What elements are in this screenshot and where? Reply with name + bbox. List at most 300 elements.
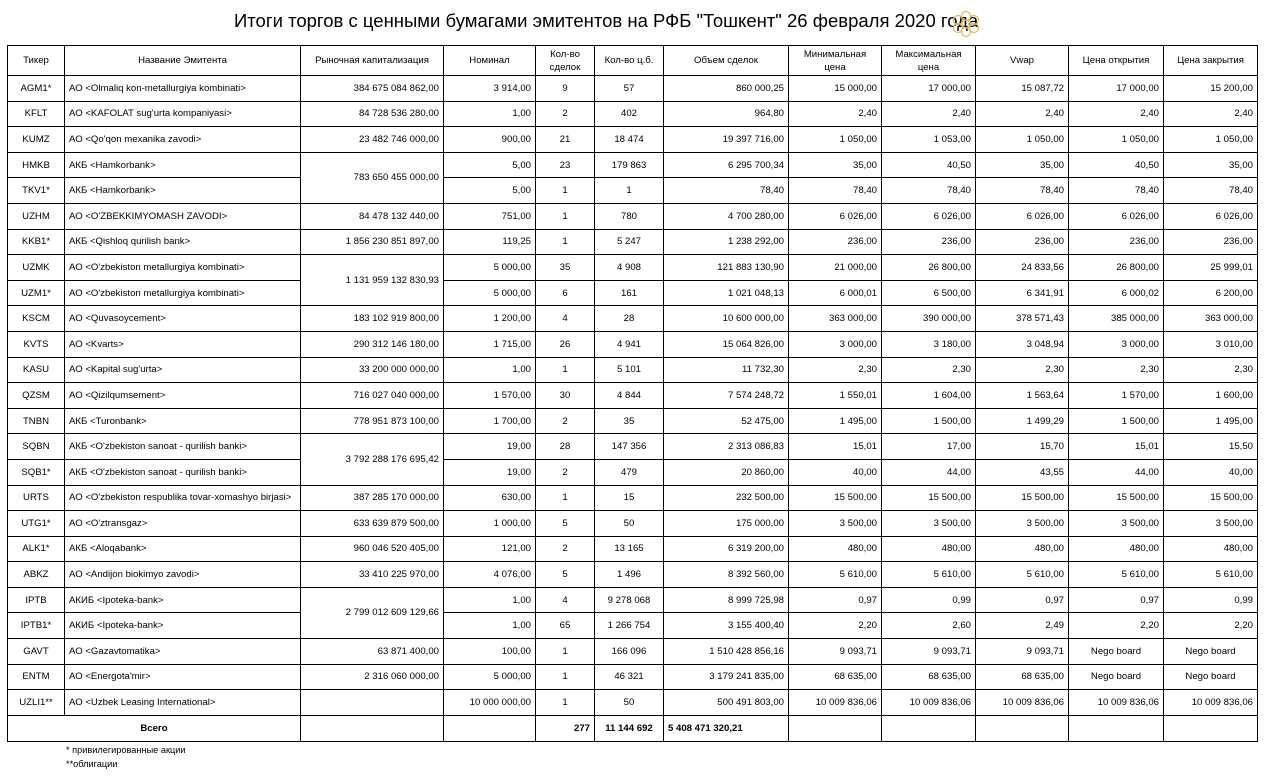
- cell-nominal: 630,00: [444, 485, 536, 511]
- cell-quantity: 28: [595, 306, 664, 332]
- cell-vwap: 15,70: [976, 434, 1069, 460]
- cell-market-cap: 84 728 536 280,00: [301, 101, 444, 127]
- cell-market-cap: 290 312 146 180,00: [301, 331, 444, 357]
- cell-issuer: АКИБ <Ipoteka-bank>: [65, 613, 301, 639]
- cell-nominal: 119,25: [444, 229, 536, 255]
- cell-quantity: 147 356: [595, 434, 664, 460]
- total-vwap: [976, 715, 1069, 741]
- cell-max-price: 1 500,00: [882, 408, 976, 434]
- total-nominal: [444, 715, 536, 741]
- cell-max-price: 17 000,00: [882, 76, 976, 102]
- cell-deals: 28: [536, 434, 595, 460]
- cell-market-cap: 183 102 919 800,00: [301, 306, 444, 332]
- cell-max-price: 1 604,00: [882, 383, 976, 409]
- cell-min-price: 6 026,00: [789, 203, 882, 229]
- cell-ticker: ABKZ: [8, 562, 65, 588]
- table-row: [8, 613, 1258, 639]
- cell-close-price: 40,00: [1164, 459, 1258, 485]
- cell-close-price: 15 500,00: [1164, 485, 1258, 511]
- cell-issuer: АКБ <Hamkorbank>: [65, 178, 301, 204]
- cell-nominal: 5 000,00: [444, 255, 536, 281]
- cell-ticker: ALK1*: [8, 536, 65, 562]
- cell-deals: 5: [536, 511, 595, 537]
- cell-open-price: 10 009 836,06: [1069, 690, 1164, 716]
- cell-min-price: 35,00: [789, 152, 882, 178]
- cell-nominal: 100,00: [444, 639, 536, 665]
- cell-quantity: 402: [595, 101, 664, 127]
- cell-max-price: 17,00: [882, 434, 976, 460]
- cell-open-price: 15 500,00: [1069, 485, 1164, 511]
- cell-nominal: 1 200,00: [444, 306, 536, 332]
- cell-volume: 2 313 086,83: [664, 434, 789, 460]
- cell-close-price: 15,50: [1164, 434, 1258, 460]
- col-header-quantity: Кол-во ц.б.: [595, 46, 664, 76]
- cell-market-cap: 3 792 288 176 695,42: [301, 434, 444, 485]
- table-row: [8, 690, 1258, 716]
- cell-quantity: 50: [595, 690, 664, 716]
- cell-max-price: 6 500,00: [882, 280, 976, 306]
- table-row: [8, 280, 1258, 306]
- cell-vwap: 9 093,71: [976, 639, 1069, 665]
- page-title: Итоги торгов с ценными бумагами эмитентов на РФБ "Тошкент" 26 февраля 2020 года: [234, 10, 979, 31]
- cell-issuer: АО <Qo'qon mexanika zavodi>: [65, 127, 301, 153]
- cell-deals: 2: [536, 459, 595, 485]
- cell-nominal: 19,00: [444, 459, 536, 485]
- cell-quantity: 9 278 068: [595, 587, 664, 613]
- cell-quantity: 479: [595, 459, 664, 485]
- table-row: [8, 203, 1258, 229]
- cell-vwap: 6 341,91: [976, 280, 1069, 306]
- cell-open-price: 2,30: [1069, 357, 1164, 383]
- cell-nominal: 1 700,00: [444, 408, 536, 434]
- cell-open-price: 3 500,00: [1069, 511, 1164, 537]
- cell-volume: 121 883 130,90: [664, 255, 789, 281]
- cell-nominal: 5 000,00: [444, 280, 536, 306]
- cell-open-price: 1 500,00: [1069, 408, 1164, 434]
- cell-issuer: АО <O'ZBEKKIMYOMASH ZAVODI>: [65, 203, 301, 229]
- cell-ticker: IPTB: [8, 587, 65, 613]
- col-header-nominal: Номинал: [444, 46, 536, 76]
- cell-nominal: 751,00: [444, 203, 536, 229]
- cell-nominal: 5,00: [444, 152, 536, 178]
- cell-vwap: 10 009 836,06: [976, 690, 1069, 716]
- cell-min-price: 3 500,00: [789, 511, 882, 537]
- cell-min-price: 3 000,00: [789, 331, 882, 357]
- col-header-volume: Объем сделок: [664, 46, 789, 76]
- cell-quantity: 15: [595, 485, 664, 511]
- cell-open-price: 78,40: [1069, 178, 1164, 204]
- table-row: [8, 664, 1258, 690]
- cell-ticker: UZLI1**: [8, 690, 65, 716]
- cell-market-cap: 1 856 230 851 897,00: [301, 229, 444, 255]
- cell-volume: 6 295 700,34: [664, 152, 789, 178]
- cell-volume: 11 732,30: [664, 357, 789, 383]
- cell-ticker: UZMK: [8, 255, 65, 281]
- cell-deals: 9: [536, 76, 595, 102]
- cell-close-price: 3 500,00: [1164, 511, 1258, 537]
- cell-open-price: 6 026,00: [1069, 203, 1164, 229]
- cell-issuer: АО <Uzbek Leasing International>: [65, 690, 301, 716]
- total-label: Всего: [8, 715, 301, 741]
- cell-vwap: 1 563,64: [976, 383, 1069, 409]
- cell-max-price: 6 026,00: [882, 203, 976, 229]
- total-max: [882, 715, 976, 741]
- cell-vwap: 15 087,72: [976, 76, 1069, 102]
- cell-market-cap: 960 046 520 405,00: [301, 536, 444, 562]
- cell-open-price: 5 610,00: [1069, 562, 1164, 588]
- table-row: [8, 485, 1258, 511]
- cell-open-price: 40,50: [1069, 152, 1164, 178]
- cell-close-price: 2,20: [1164, 613, 1258, 639]
- cell-quantity: 1 496: [595, 562, 664, 588]
- col-header-close-price: Цена закрытия: [1164, 46, 1258, 76]
- cell-issuer: АКБ <Turonbank>: [65, 408, 301, 434]
- title-bar: [0, 6, 1271, 40]
- col-header-ticker: Тикер: [8, 46, 65, 76]
- cell-quantity: 13 165: [595, 536, 664, 562]
- cell-market-cap: 633 639 879 500,00: [301, 511, 444, 537]
- cell-open-price: 26 800,00: [1069, 255, 1164, 281]
- cell-volume: 175 000,00: [664, 511, 789, 537]
- cell-deals: 1: [536, 178, 595, 204]
- cell-issuer: АО <KAFOLAT sug'urta kompaniyasi>: [65, 101, 301, 127]
- cell-market-cap: 387 285 170 000,00: [301, 485, 444, 511]
- cell-volume: 860 000,25: [664, 76, 789, 102]
- cell-market-cap: 84 478 132 440,00: [301, 203, 444, 229]
- cell-issuer: АО <O'zbekiston respublika tovar-xomashyo birjasi>: [65, 485, 301, 511]
- cell-open-price: 2,20: [1069, 613, 1164, 639]
- trading-results-table: [7, 45, 1258, 742]
- footnotes: [66, 743, 186, 771]
- cell-open-price: Nego board: [1069, 664, 1164, 690]
- cell-open-price: 3 000,00: [1069, 331, 1164, 357]
- col-header-max-price: Максимальная цена: [882, 46, 976, 76]
- cell-nominal: 121,00: [444, 536, 536, 562]
- cell-deals: 21: [536, 127, 595, 153]
- cell-nominal: 1,00: [444, 587, 536, 613]
- cell-min-price: 78,40: [789, 178, 882, 204]
- cell-min-price: 1 550,01: [789, 383, 882, 409]
- cell-ticker: UTG1*: [8, 511, 65, 537]
- table-row: [8, 511, 1258, 537]
- cell-quantity: 4 941: [595, 331, 664, 357]
- cell-issuer: АКБ <O'zbekiston sanoat - qurilish banki>: [65, 459, 301, 485]
- cell-volume: 6 319 200,00: [664, 536, 789, 562]
- cell-open-price: 1 570,00: [1069, 383, 1164, 409]
- cell-open-price: Nego board: [1069, 639, 1164, 665]
- cell-deals: 26: [536, 331, 595, 357]
- table-row: [8, 434, 1258, 460]
- cell-volume: 3 155 400,40: [664, 613, 789, 639]
- cell-deals: 1: [536, 690, 595, 716]
- cell-quantity: 46 321: [595, 664, 664, 690]
- cell-min-price: 68 635,00: [789, 664, 882, 690]
- cell-nominal: 1,00: [444, 613, 536, 639]
- cell-close-price: 10 009 836,06: [1164, 690, 1258, 716]
- cell-vwap: 480,00: [976, 536, 1069, 562]
- cell-min-price: 15,01: [789, 434, 882, 460]
- cell-max-price: 5 610,00: [882, 562, 976, 588]
- cell-vwap: 1 499,29: [976, 408, 1069, 434]
- cell-ticker: QZSM: [8, 383, 65, 409]
- cell-quantity: 35: [595, 408, 664, 434]
- cell-issuer: АО <Gazavtomatika>: [65, 639, 301, 665]
- cell-open-price: 1 050,00: [1069, 127, 1164, 153]
- cell-issuer: АО <O'zbekiston metallurgiya kombinati>: [65, 255, 301, 281]
- cell-max-price: 0,99: [882, 587, 976, 613]
- cell-nominal: 1 570,00: [444, 383, 536, 409]
- cell-quantity: 179 863: [595, 152, 664, 178]
- cell-vwap: 2,49: [976, 613, 1069, 639]
- cell-min-price: 15 000,00: [789, 76, 882, 102]
- exchange-logo-icon: [947, 8, 985, 40]
- cell-close-price: Nego board: [1164, 639, 1258, 665]
- cell-max-price: 2,30: [882, 357, 976, 383]
- cell-max-price: 78,40: [882, 178, 976, 204]
- col-header-deals: Кол-во сделок: [536, 46, 595, 76]
- col-header-issuer: Название Эмитента: [65, 46, 301, 76]
- table-body: [8, 76, 1258, 716]
- table-header-row: [8, 46, 1258, 76]
- cell-deals: 5: [536, 562, 595, 588]
- cell-max-price: 480,00: [882, 536, 976, 562]
- footnote-bonds: **облигации: [66, 759, 118, 769]
- cell-deals: 1: [536, 639, 595, 665]
- cell-deals: 65: [536, 613, 595, 639]
- cell-deals: 2: [536, 101, 595, 127]
- cell-min-price: 5 610,00: [789, 562, 882, 588]
- cell-ticker: KKB1*: [8, 229, 65, 255]
- cell-max-price: 9 093,71: [882, 639, 976, 665]
- cell-min-price: 480,00: [789, 536, 882, 562]
- cell-quantity: 780: [595, 203, 664, 229]
- cell-quantity: 1: [595, 178, 664, 204]
- table-row: [8, 229, 1258, 255]
- cell-vwap: 78,40: [976, 178, 1069, 204]
- cell-close-price: 1 600,00: [1164, 383, 1258, 409]
- cell-market-cap: [301, 690, 444, 716]
- cell-volume: 20 860,00: [664, 459, 789, 485]
- table-row: [8, 101, 1258, 127]
- cell-market-cap: 783 650 455 000,00: [301, 152, 444, 203]
- cell-min-price: 10 009 836,06: [789, 690, 882, 716]
- table-row: [8, 408, 1258, 434]
- cell-open-price: 17 000,00: [1069, 76, 1164, 102]
- cell-open-price: 0,97: [1069, 587, 1164, 613]
- cell-vwap: 43,55: [976, 459, 1069, 485]
- cell-vwap: 3 048,94: [976, 331, 1069, 357]
- cell-quantity: 166 096: [595, 639, 664, 665]
- cell-nominal: 900,00: [444, 127, 536, 153]
- cell-volume: 964,80: [664, 101, 789, 127]
- cell-max-price: 3 500,00: [882, 511, 976, 537]
- cell-max-price: 2,40: [882, 101, 976, 127]
- cell-market-cap: 33 200 000 000,00: [301, 357, 444, 383]
- cell-ticker: KFLT: [8, 101, 65, 127]
- cell-ticker: HMKB: [8, 152, 65, 178]
- cell-min-price: 0,97: [789, 587, 882, 613]
- cell-deals: 6: [536, 280, 595, 306]
- cell-min-price: 21 000,00: [789, 255, 882, 281]
- cell-deals: 2: [536, 536, 595, 562]
- cell-market-cap: 33 410 225 970,00: [301, 562, 444, 588]
- cell-issuer: АКБ <Qishloq qurilish bank>: [65, 229, 301, 255]
- total-cap: [301, 715, 444, 741]
- cell-vwap: 15 500,00: [976, 485, 1069, 511]
- cell-vwap: 6 026,00: [976, 203, 1069, 229]
- total-deals: 277: [536, 715, 595, 741]
- table-row: [8, 255, 1258, 281]
- cell-issuer: АО <Andijon biokimyo zavodi>: [65, 562, 301, 588]
- cell-open-price: 6 000,02: [1069, 280, 1164, 306]
- cell-issuer: АКБ <O'zbekiston sanoat - qurilish banki>: [65, 434, 301, 460]
- table-row: [8, 459, 1258, 485]
- cell-volume: 10 600 000,00: [664, 306, 789, 332]
- cell-volume: 7 574 248,72: [664, 383, 789, 409]
- cell-min-price: 6 000,01: [789, 280, 882, 306]
- cell-nominal: 1,00: [444, 101, 536, 127]
- cell-market-cap: 384 675 084 862,00: [301, 76, 444, 102]
- cell-nominal: 5 000,00: [444, 664, 536, 690]
- cell-volume: 1 021 048,13: [664, 280, 789, 306]
- cell-nominal: 4 076,00: [444, 562, 536, 588]
- cell-vwap: 3 500,00: [976, 511, 1069, 537]
- cell-ticker: TNBN: [8, 408, 65, 434]
- cell-vwap: 236,00: [976, 229, 1069, 255]
- cell-quantity: 18 474: [595, 127, 664, 153]
- cell-nominal: 10 000 000,00: [444, 690, 536, 716]
- cell-min-price: 2,20: [789, 613, 882, 639]
- cell-ticker: IPTB1*: [8, 613, 65, 639]
- cell-issuer: АО <Qizilqumsement>: [65, 383, 301, 409]
- cell-max-price: 1 053,00: [882, 127, 976, 153]
- col-header-market-cap: Рыночная капитализация: [301, 46, 444, 76]
- table-row: [8, 383, 1258, 409]
- cell-issuer: АКИБ <Ipoteka-bank>: [65, 587, 301, 613]
- table-row: [8, 639, 1258, 665]
- cell-deals: 4: [536, 587, 595, 613]
- cell-close-price: 3 010,00: [1164, 331, 1258, 357]
- total-open: [1069, 715, 1164, 741]
- total-volume: 5 408 471 320,21: [664, 715, 789, 741]
- cell-nominal: 5,00: [444, 178, 536, 204]
- cell-deals: 2: [536, 408, 595, 434]
- cell-issuer: АО <Energota'mir>: [65, 664, 301, 690]
- cell-max-price: 2,60: [882, 613, 976, 639]
- table-row: [8, 587, 1258, 613]
- cell-close-price: 2,30: [1164, 357, 1258, 383]
- cell-issuer: АО <Olmaliq kon-metallurgiya kombinati>: [65, 76, 301, 102]
- cell-market-cap: 63 871 400,00: [301, 639, 444, 665]
- cell-vwap: 2,30: [976, 357, 1069, 383]
- cell-deals: 1: [536, 229, 595, 255]
- cell-vwap: 1 050,00: [976, 127, 1069, 153]
- cell-volume: 500 491 803,00: [664, 690, 789, 716]
- cell-vwap: 68 635,00: [976, 664, 1069, 690]
- total-close: [1164, 715, 1258, 741]
- cell-ticker: UZHM: [8, 203, 65, 229]
- table-row: [8, 127, 1258, 153]
- col-header-min-price: Минимальная цена: [789, 46, 882, 76]
- cell-issuer: АО <Kapital sug'urta>: [65, 357, 301, 383]
- cell-volume: 52 475,00: [664, 408, 789, 434]
- col-header-open-price: Цена открытия: [1069, 46, 1164, 76]
- table-row: [8, 178, 1258, 204]
- cell-max-price: 68 635,00: [882, 664, 976, 690]
- cell-issuer: АО <O'ztransgaz>: [65, 511, 301, 537]
- cell-volume: 8 999 725,98: [664, 587, 789, 613]
- cell-ticker: GAVT: [8, 639, 65, 665]
- cell-close-price: 363 000,00: [1164, 306, 1258, 332]
- cell-ticker: UZM1*: [8, 280, 65, 306]
- cell-market-cap: 23 482 746 000,00: [301, 127, 444, 153]
- cell-close-price: 0,99: [1164, 587, 1258, 613]
- cell-open-price: 15,01: [1069, 434, 1164, 460]
- cell-open-price: 236,00: [1069, 229, 1164, 255]
- cell-min-price: 9 093,71: [789, 639, 882, 665]
- footnote-preferred: * привилегированные акции: [66, 745, 186, 755]
- table-row: [8, 152, 1258, 178]
- table-row: [8, 76, 1258, 102]
- cell-ticker: KSCM: [8, 306, 65, 332]
- cell-volume: 1 510 428 856,16: [664, 639, 789, 665]
- cell-open-price: 480,00: [1069, 536, 1164, 562]
- cell-close-price: 480,00: [1164, 536, 1258, 562]
- cell-close-price: 25 999,01: [1164, 255, 1258, 281]
- cell-volume: 8 392 560,00: [664, 562, 789, 588]
- cell-open-price: 385 000,00: [1069, 306, 1164, 332]
- cell-min-price: 1 050,00: [789, 127, 882, 153]
- cell-quantity: 50: [595, 511, 664, 537]
- cell-ticker: KUMZ: [8, 127, 65, 153]
- cell-quantity: 5 101: [595, 357, 664, 383]
- cell-nominal: 1,00: [444, 357, 536, 383]
- cell-volume: 15 064 826,00: [664, 331, 789, 357]
- cell-quantity: 161: [595, 280, 664, 306]
- cell-deals: 30: [536, 383, 595, 409]
- cell-max-price: 26 800,00: [882, 255, 976, 281]
- cell-close-price: 5 610,00: [1164, 562, 1258, 588]
- cell-min-price: 15 500,00: [789, 485, 882, 511]
- cell-close-price: 6 200,00: [1164, 280, 1258, 306]
- cell-ticker: KVTS: [8, 331, 65, 357]
- cell-market-cap: 2 799 012 609 129,66: [301, 587, 444, 638]
- cell-market-cap: 778 951 873 100,00: [301, 408, 444, 434]
- col-header-vwap: Vwap: [976, 46, 1069, 76]
- cell-market-cap: 716 027 040 000,00: [301, 383, 444, 409]
- cell-vwap: 5 610,00: [976, 562, 1069, 588]
- cell-deals: 35: [536, 255, 595, 281]
- cell-issuer: АО <Quvasoycement>: [65, 306, 301, 332]
- cell-close-price: 6 026,00: [1164, 203, 1258, 229]
- cell-open-price: 44,00: [1069, 459, 1164, 485]
- cell-issuer: АКБ <Hamkorbank>: [65, 152, 301, 178]
- cell-close-price: Nego board: [1164, 664, 1258, 690]
- cell-close-price: 35,00: [1164, 152, 1258, 178]
- cell-max-price: 390 000,00: [882, 306, 976, 332]
- cell-max-price: 3 180,00: [882, 331, 976, 357]
- cell-max-price: 44,00: [882, 459, 976, 485]
- cell-ticker: SQBN: [8, 434, 65, 460]
- cell-min-price: 363 000,00: [789, 306, 882, 332]
- cell-ticker: ENTM: [8, 664, 65, 690]
- cell-min-price: 236,00: [789, 229, 882, 255]
- cell-volume: 1 238 292,00: [664, 229, 789, 255]
- cell-vwap: 2,40: [976, 101, 1069, 127]
- cell-close-price: 1 495,00: [1164, 408, 1258, 434]
- cell-ticker: KASU: [8, 357, 65, 383]
- cell-volume: 4 700 280,00: [664, 203, 789, 229]
